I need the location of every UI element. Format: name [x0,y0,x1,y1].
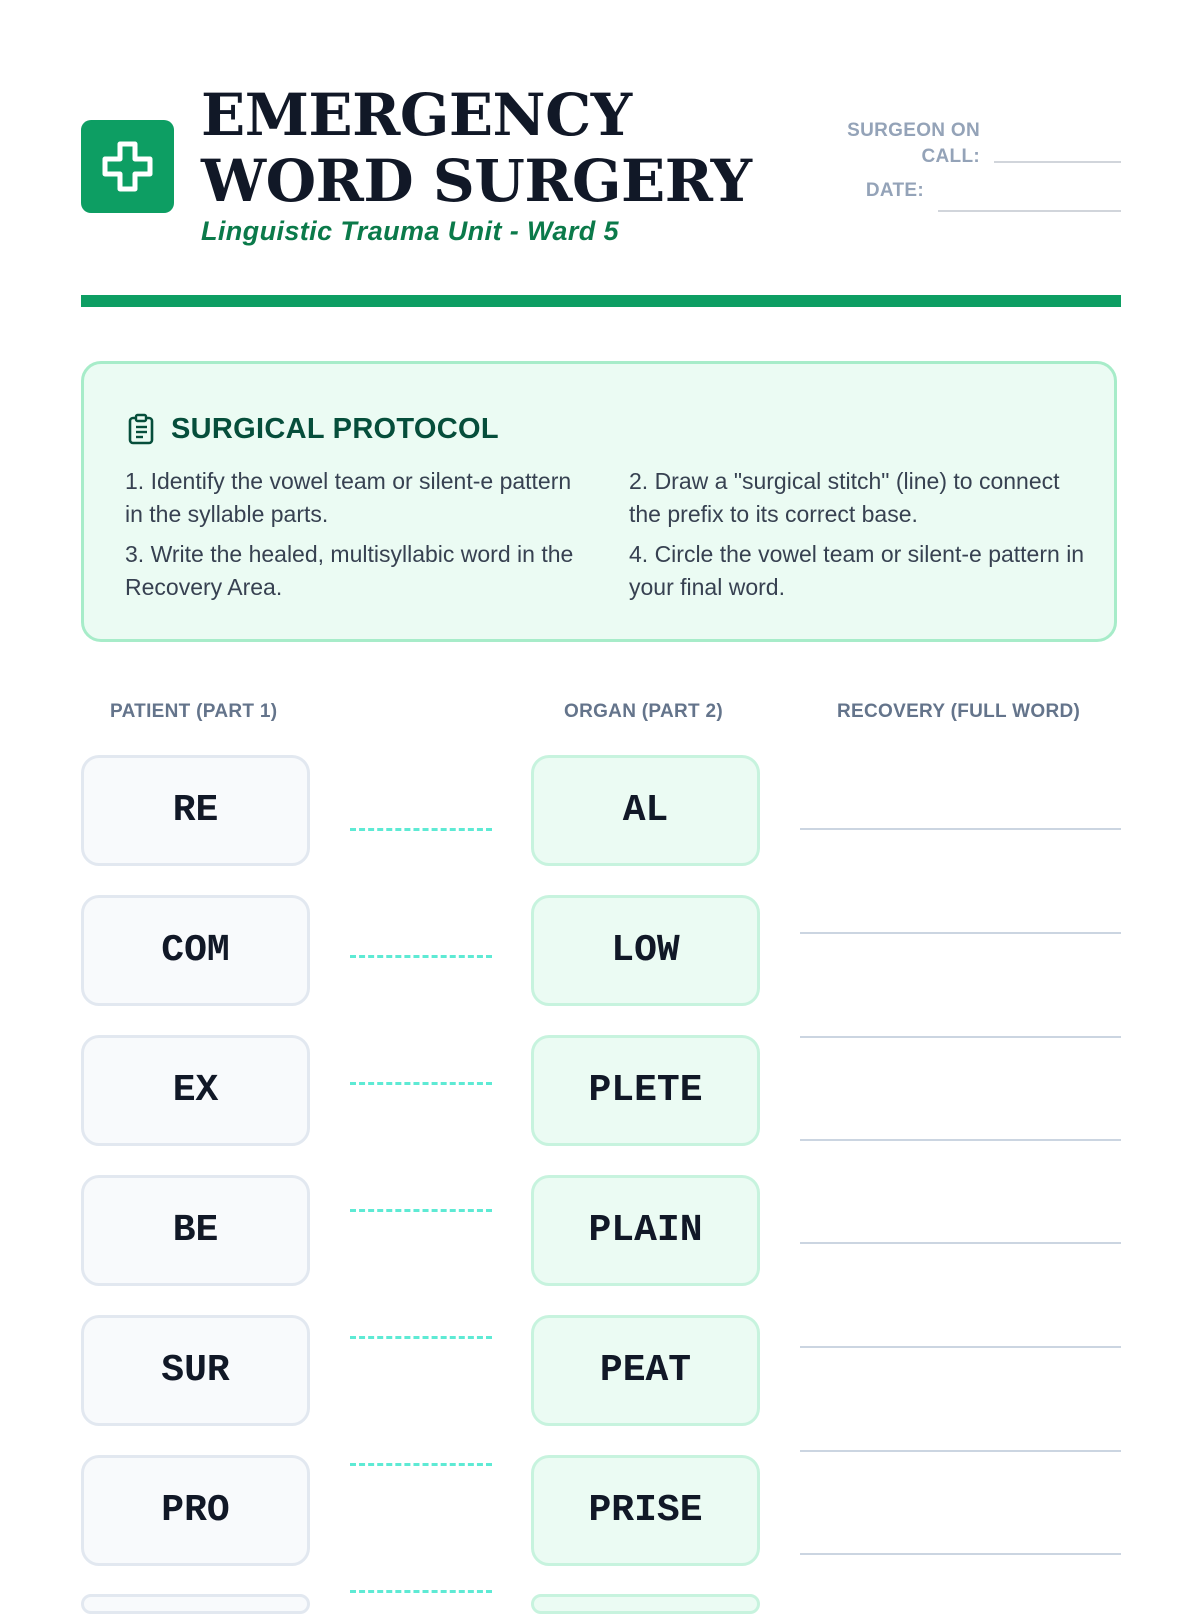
protocol-step-1: 1. Identify the vowel team or silent-e pattern in the syllable parts. [125,468,572,527]
patient-card[interactable]: COM [81,895,310,1006]
stitch-line [350,1463,492,1466]
stitch-line [350,1336,492,1339]
recovery-line[interactable] [800,1553,1121,1555]
column-header-organ: ORGAN (PART 2) [564,701,724,722]
protocol-step-4: 4. Circle the vowel team or silent-e pattern in your final word. [629,541,1085,600]
patient-card[interactable]: RE [81,755,310,866]
organ-card[interactable]: PLAIN [531,1175,760,1286]
stitch-line [350,1082,492,1085]
surgeon-field [761,118,1121,178]
organ-card[interactable]: LOW [531,895,760,1006]
protocol-title: SURGICAL PROTOCOL [171,412,499,445]
protocol-step-3: 3. Write the healed, multisyllabic word in the Recovery Area. [125,541,574,600]
patient-card-partial[interactable] [81,1594,310,1614]
surgeon-label [761,118,980,170]
recovery-line[interactable] [800,828,1121,830]
date-input-line[interactable] [938,210,1121,212]
patient-card[interactable]: EX [81,1035,310,1146]
page-title-line1: EMERGENCY [201,81,632,149]
protocol-heading [127,412,499,446]
recovery-line[interactable] [800,1036,1121,1038]
page-subtitle: Linguistic Trauma Unit - Ward 5 [201,216,619,246]
column-header-recovery: RECOVERY (FULL WORD) [837,701,1081,722]
recovery-line[interactable] [800,932,1121,934]
surgeon-input-line[interactable] [994,161,1121,163]
surgeon-label-line2: CALL: [921,146,980,167]
recovery-line[interactable] [800,1450,1121,1452]
protocol-step-2: 2. Draw a "surgical stitch" (line) to connect the prefix to its correct base. [629,468,1060,527]
stitch-line [350,1590,492,1593]
organ-card[interactable]: PEAT [531,1315,760,1426]
organ-card[interactable]: PRISE [531,1455,760,1566]
column-header-patient: PATIENT (PART 1) [110,701,278,722]
header-divider [81,295,1121,307]
date-label: DATE: [865,180,924,201]
page-title-line2: WORD SURGERY [201,147,752,215]
recovery-line[interactable] [800,1139,1121,1141]
meta-fields [761,118,1121,238]
recovery-line[interactable] [800,1346,1121,1348]
surgeon-label-line1: SURGEON ON [847,120,980,141]
logo [81,120,174,213]
organ-card[interactable]: AL [531,755,760,866]
patient-card[interactable]: SUR [81,1315,310,1426]
header [81,82,1121,252]
recovery-line[interactable] [800,1242,1121,1244]
date-field [761,178,1121,238]
protocol-panel [81,361,1117,642]
stitch-line [350,1209,492,1212]
stitch-line [350,955,492,958]
patient-card[interactable]: PRO [81,1455,310,1566]
title-block [201,82,752,247]
clipboard-icon [127,413,155,445]
patient-card[interactable]: BE [81,1175,310,1286]
organ-card-partial[interactable] [531,1594,760,1614]
organ-card[interactable]: PLETE [531,1035,760,1146]
stitch-line [350,828,492,831]
medical-cross-icon [101,140,154,193]
